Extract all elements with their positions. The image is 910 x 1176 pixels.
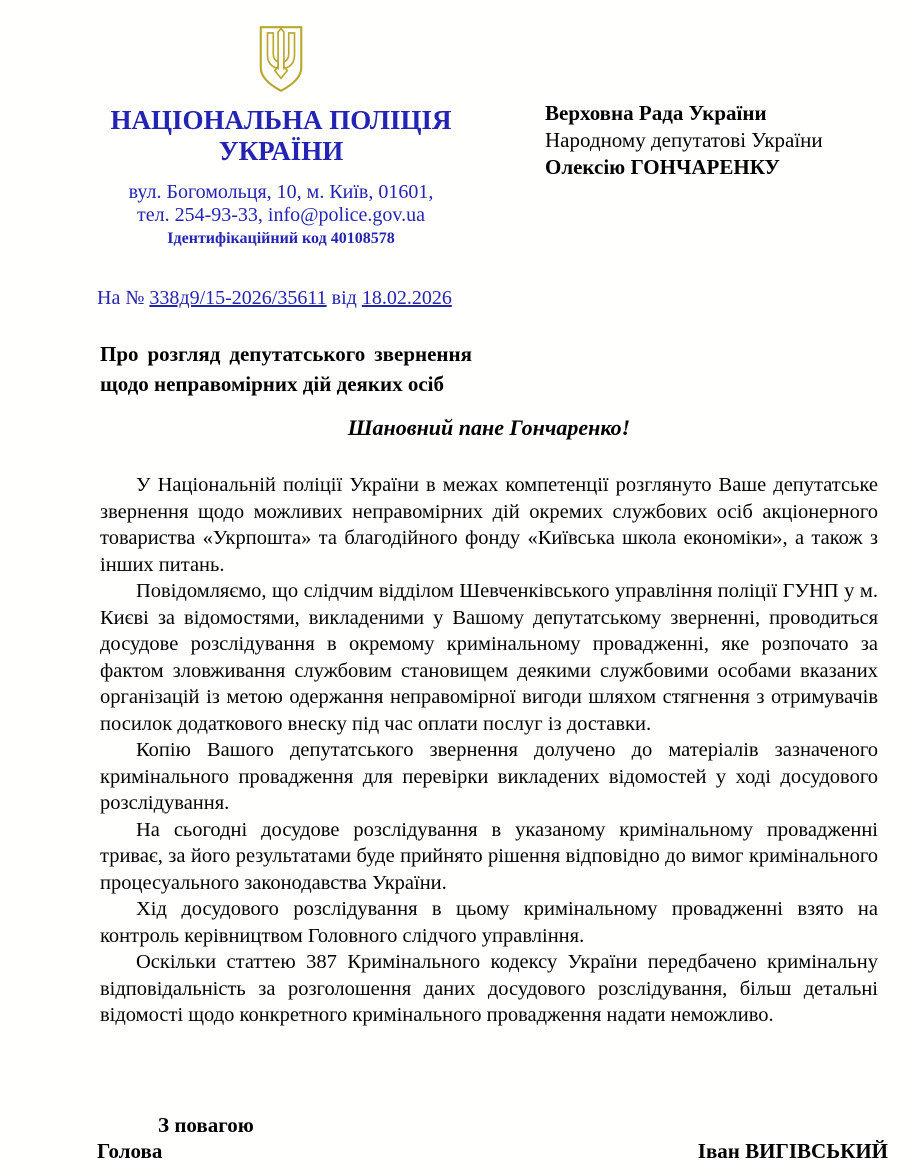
organization-address <box>62 181 500 227</box>
body-paragraph: У Національній поліції України в межах компетенції розглянуто Ваше депутатське звернення щодо можливих неправомірних дій окремих службових осіб акціонерного товариства «Укрпошта» та благодійного фонду «Київська школа економіки», а також з інших питань. <box>100 474 878 576</box>
body-paragraph: Копію Вашого депутатського звернення долучено до матеріалів зазначеного кримінального провадження для перевірки викладених відомостей у ході досудового розслідування. <box>100 739 878 814</box>
reference-number: 338д9/15-2026/35611 <box>149 287 327 309</box>
organization-name-line1: НАЦІОНАЛЬНА ПОЛІЦІЯ <box>110 105 452 135</box>
subject-line1: Про розгляд депутатського звернення <box>100 342 472 366</box>
signer-position: Голова <box>97 1139 163 1163</box>
recipient-institution: Верховна Рада України <box>545 101 767 125</box>
organization-name-line2: УКРАЇНИ <box>218 136 344 166</box>
body-paragraph: Оскільки статтею 387 Кримінального кодексу України передбачено кримінальну відповідальність за розголошення даних досудового розслідування, більш детальні відомості щодо конкретного кримінального провадження надати неможливо. <box>100 951 878 1026</box>
recipient-block <box>545 100 823 181</box>
salutation: Шановний пане Гончаренко! <box>347 415 631 440</box>
coat-of-arms-icon <box>62 24 500 94</box>
subject-block <box>100 339 472 399</box>
address-phone-email: тел. 254-93-33, info@police.gov.ua <box>137 204 425 226</box>
reference-prefix: На № <box>97 287 145 309</box>
recipient-name: Олексію ГОНЧАРЕНКУ <box>545 155 780 179</box>
organization-name <box>62 105 500 167</box>
signer-name: Іван ВИГІВСЬКИЙ <box>697 1139 888 1163</box>
reference-connector: від <box>331 287 357 309</box>
letterhead <box>62 24 500 248</box>
body-paragraph: Повідомляємо, що слідчим відділом Шевченківського управління поліції ГУНП у м. Києві за відомостями, викладеними у Вашому депутатському зверненні, проводиться досудове розслідування в окремому кримінальному провадженні, яке розпочато за фактом зловживання службовим становищем деякими службовими особами вказаних організацій із метою одержання неправомірної вигоди шляхом стягнення з отримувачів посилок додаткового внеску під час оплати послуг із доставки. <box>100 580 878 735</box>
subject-line2: щодо неправомірних дій деяких осіб <box>100 372 444 396</box>
reference-line <box>97 287 452 310</box>
letter-body <box>100 472 878 1029</box>
identification-code: Ідентифікаційний код 40108578 <box>167 230 395 247</box>
body-paragraph: Хід досудового розслідування в цьому кримінальному провадженні взято на контроль керівництвом Головного слідчого управління. <box>100 898 878 947</box>
reference-date: 18.02.2026 <box>361 287 452 309</box>
body-paragraph: На сьогодні досудове розслідування в указаному кримінальному провадженні триває, за його результатами буде прийнято рішення відповідно до вимог кримінального процесуального законодавства України. <box>100 818 878 894</box>
recipient-title: Народному депутатові України <box>545 128 823 152</box>
address-street: вул. Богомольця, 10, м. Київ, 01601, <box>128 181 434 203</box>
signature-closing: З повагою <box>158 1113 254 1137</box>
signature-row <box>97 1139 888 1164</box>
